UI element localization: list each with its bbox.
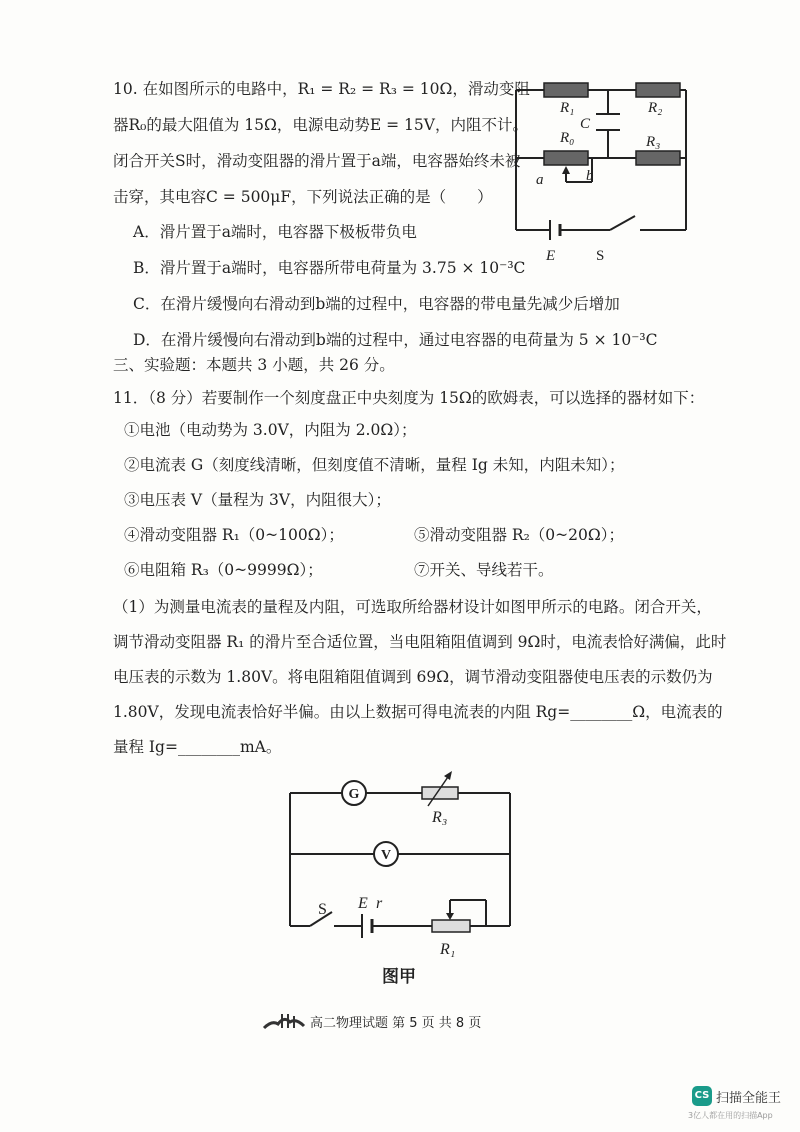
resistor-r2 bbox=[636, 83, 680, 97]
resistor-r1 bbox=[544, 83, 588, 97]
label-g: G bbox=[348, 787, 360, 802]
camscanner-slogan: 3亿人都在用的扫描App bbox=[688, 1111, 773, 1120]
label-e: E bbox=[358, 895, 368, 912]
ink-smudge bbox=[262, 1012, 306, 1032]
q11-intro: 11．（8 分）若要制作一个刻度盘正中央刻度为 15Ω的欧姆表，可以选择的器材如下： bbox=[113, 389, 705, 407]
q10-option-b: B．滑片置于a端时，电容器所带电荷量为 3.75 × 10⁻³C bbox=[133, 259, 526, 277]
camscanner-logo-icon: CS bbox=[692, 1086, 712, 1106]
label-r3: R₃ bbox=[646, 134, 661, 150]
q10-option-d: D．在滑片缓慢向右滑动到b端的过程中，通过电容器的电荷量为 5 × 10⁻³C bbox=[133, 331, 658, 349]
label-r0: R₀ bbox=[560, 130, 575, 146]
label-s: S bbox=[596, 248, 605, 264]
q10-line1: 10. 在如图所示的电路中，R₁ = R₂ = R₃ = 10Ω，滑动变阻 bbox=[113, 80, 530, 98]
q10-line4: 击穿，其电容C = 500μF，下列说法正确的是（ ） bbox=[113, 188, 493, 206]
q11-item6: ⑥电阻箱 R₃（0~9999Ω）； bbox=[124, 561, 323, 579]
label-r3: R₃ bbox=[432, 809, 448, 826]
camscanner-name: 扫描全能王 bbox=[716, 1091, 782, 1106]
figure-jia-circuit bbox=[280, 768, 520, 968]
page-footer: 高二物理试题 第 5 页 共 8 页 bbox=[310, 1016, 482, 1031]
q11-item7: ⑦开关、导线若干。 bbox=[414, 561, 554, 579]
variable-arrow-head-icon bbox=[444, 771, 452, 780]
label-r1: R₁ bbox=[440, 941, 456, 958]
q11-item3: ③电压表 V（量程为 3V，内阻很大）； bbox=[124, 491, 391, 509]
q10-option-c: C．在滑片缓慢向右滑动到b端的过程中，电容器的带电量先减少后增加 bbox=[133, 295, 620, 313]
q11-para5: 量程 Ig=________mA。 bbox=[113, 738, 282, 756]
label-s: S bbox=[318, 901, 327, 918]
q11-para3: 电压表的示数为 1.80V。将电阻箱阻值调到 69Ω，调节滑动变阻器使电压表的示数仍为 bbox=[113, 668, 713, 686]
q11-para4: 1.80V，发现电流表恰好半偏。由以上数据可得电流表的内阻 Rg=________Ω，电流表的 bbox=[113, 703, 723, 721]
resistor-r3 bbox=[636, 151, 680, 165]
q11-para1: （1）为测量电流表的量程及内阻，可选取所给器材设计如图甲所示的电路。闭合开关， bbox=[113, 598, 712, 616]
label-c: C bbox=[580, 116, 591, 132]
section-3-heading: 三、实验题：本题共 3 小题，共 26 分。 bbox=[113, 356, 395, 374]
q11-para2: 调节滑动变阻器 R₁ 的滑片至合适位置，当电阻箱阻值调到 9Ω时，电流表恰好满偏，此时 bbox=[113, 633, 727, 651]
label-r: r bbox=[376, 895, 383, 912]
figure-caption: 图甲 bbox=[382, 967, 416, 987]
slider-arrow-icon bbox=[446, 913, 454, 920]
label-r1: R₁ bbox=[560, 100, 575, 116]
q11-item5: ⑤滑动变阻器 R₂（0~20Ω）； bbox=[414, 526, 624, 544]
q10-option-a: A．滑片置于a端时，电容器下极板带负电 bbox=[133, 223, 417, 241]
q10-line2: 器R₀的最大阻值为 15Ω，电源电动势E = 15V，内阻不计。 bbox=[113, 116, 528, 134]
q10-circuit-diagram bbox=[500, 78, 700, 268]
q11-item2: ②电流表 G（刻度线清晰，但刻度值不清晰，量程 Ig 未知，内阻未知）； bbox=[124, 456, 625, 474]
label-a: a bbox=[536, 172, 544, 188]
slider-arrow-icon bbox=[562, 166, 570, 174]
label-b: b bbox=[586, 168, 594, 184]
rheostat-r1 bbox=[432, 920, 470, 932]
rheostat-r0 bbox=[544, 151, 588, 165]
label-e: E bbox=[546, 248, 556, 264]
q10-line3: 闭合开关S时，滑动变阻器的滑片置于a端，电容器始终未被 bbox=[113, 152, 521, 170]
label-r2: R₂ bbox=[648, 100, 663, 116]
label-v: V bbox=[380, 848, 392, 863]
q11-item4: ④滑动变阻器 R₁（0~100Ω）； bbox=[124, 526, 344, 544]
q11-item1: ①电池（电动势为 3.0V，内阻为 2.0Ω）； bbox=[124, 421, 417, 439]
